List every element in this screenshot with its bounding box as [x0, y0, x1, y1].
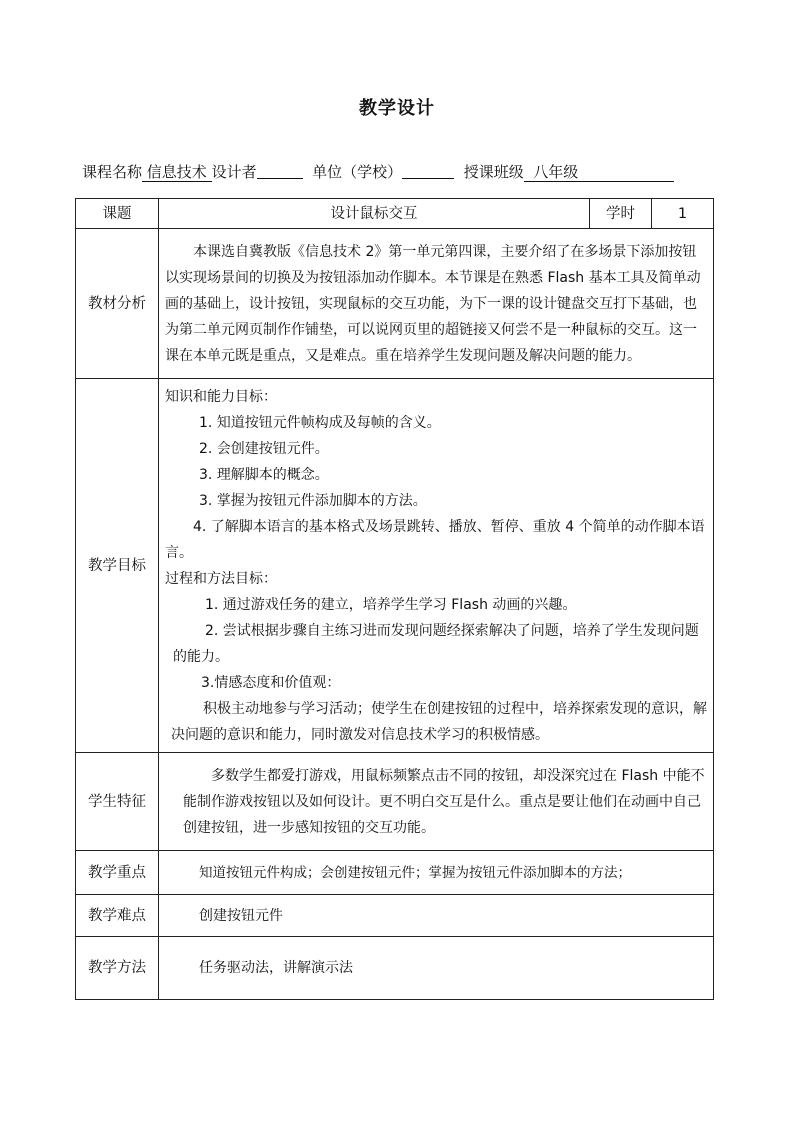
analysis-row: [76, 229, 714, 379]
topic-label: 课题: [76, 199, 159, 229]
knowledge-goal-3: 3. 理解脚本的概念。: [199, 466, 329, 483]
focus-label: 教学重点: [76, 851, 159, 895]
method-row: [76, 937, 714, 1000]
difficulty-text: 创建按钮元件: [159, 895, 714, 937]
focus-text: 知道按钮元件构成；会创建按钮元件；掌握为按钮元件添加脚本的方法；: [159, 851, 714, 895]
difficulty-row: [76, 895, 714, 937]
designer-label: 设计者: [211, 163, 257, 181]
students-row: [76, 753, 714, 851]
focus-row: [76, 851, 714, 895]
method-label: 教学方法: [76, 937, 159, 1000]
method-text: 任务驱动法，讲解演示法: [159, 937, 714, 1000]
difficulty-label: 教学难点: [76, 895, 159, 937]
knowledge-goal-4: 3. 掌握为按钮元件添加脚本的方法。: [199, 492, 427, 509]
knowledge-heading: 知识和能力目标：: [165, 388, 277, 405]
emotion-heading: 3.情感态度和价值观：: [201, 674, 341, 691]
unit-label: 单位（学校）: [312, 163, 403, 181]
hours-value: 1: [652, 199, 714, 229]
goals-row: [76, 379, 714, 753]
analysis-text: 本课选自冀教版《信息技术 2》第一单元第四课，主要介绍了在多场景下添加按钮以实现场景间的切换及为按钮添加动作脚本。本节课是在熟悉 Flash 基本工具及简单动画的基础上，设计按钮，实现鼠标的交互功能，为下一课的设计键盘交互打下基础，也为第二单元网页制作作铺垫，可以说网页里的超链接又何尝不是一种鼠标的交互。这一课在本单元既是重点，又是难点。重在培养学生发现问题及解决问题的能力。: [165, 243, 701, 364]
document-title: 教学设计: [359, 98, 435, 119]
goals-label: 教学目标: [76, 379, 159, 753]
hours-label: 学时: [590, 199, 652, 229]
class-label: 授课班级: [463, 163, 524, 181]
process-heading: 过程和方法目标：: [165, 570, 277, 587]
emotion-goal: 积极主动地参与学习活动；使学生在创建按钮的过程中，培养探索发现的意识，解决问题的意识和能力，同时激发对信息技术学习的积极情感。: [171, 700, 707, 743]
goals-cell: [159, 379, 714, 753]
analysis-label: 教材分析: [76, 229, 159, 379]
knowledge-goal-2: 2. 会创建按钮元件。: [199, 440, 329, 457]
process-goal-2: 2. 尝试根据步骤自主练习进而发现问题经探索解决了问题，培养了学生发现问题的能力。: [173, 622, 699, 665]
topic-value: 设计鼠标交互: [159, 199, 590, 229]
knowledge-goal-5: 4. 了解脚本语言的基本格式及场景跳转、播放、暂停、重放 4 个简单的动作脚本语言。: [165, 518, 705, 561]
process-goal-1: 1. 通过游戏任务的建立，培养学生学习 Flash 动画的兴趣。: [205, 596, 577, 613]
course-meta-line: [82, 161, 674, 182]
students-text: 多数学生都爱打游戏，用鼠标频繁点击不同的按钮，却没深究过在 Flash 中能不能制作游戏按钮以及如何设计。更不明白交互是什么。重点是要让他们在动画中自己创建按钮，进一步感知按钮的交互功能。: [183, 767, 705, 836]
course-label: 课程名称: [82, 163, 143, 181]
unit-blank: [402, 162, 454, 179]
class-value: 八年级: [524, 163, 674, 182]
analysis-cell: [159, 229, 714, 379]
course-value: 信息技术: [142, 163, 212, 182]
topic-row: [76, 199, 714, 229]
students-cell: [159, 753, 714, 851]
knowledge-goal-1: 1. 知道按钮元件帧构成及每帧的含义。: [199, 414, 441, 431]
lesson-plan-table: [75, 198, 714, 1000]
students-label: 学生特征: [76, 753, 159, 851]
designer-blank: [257, 162, 303, 179]
